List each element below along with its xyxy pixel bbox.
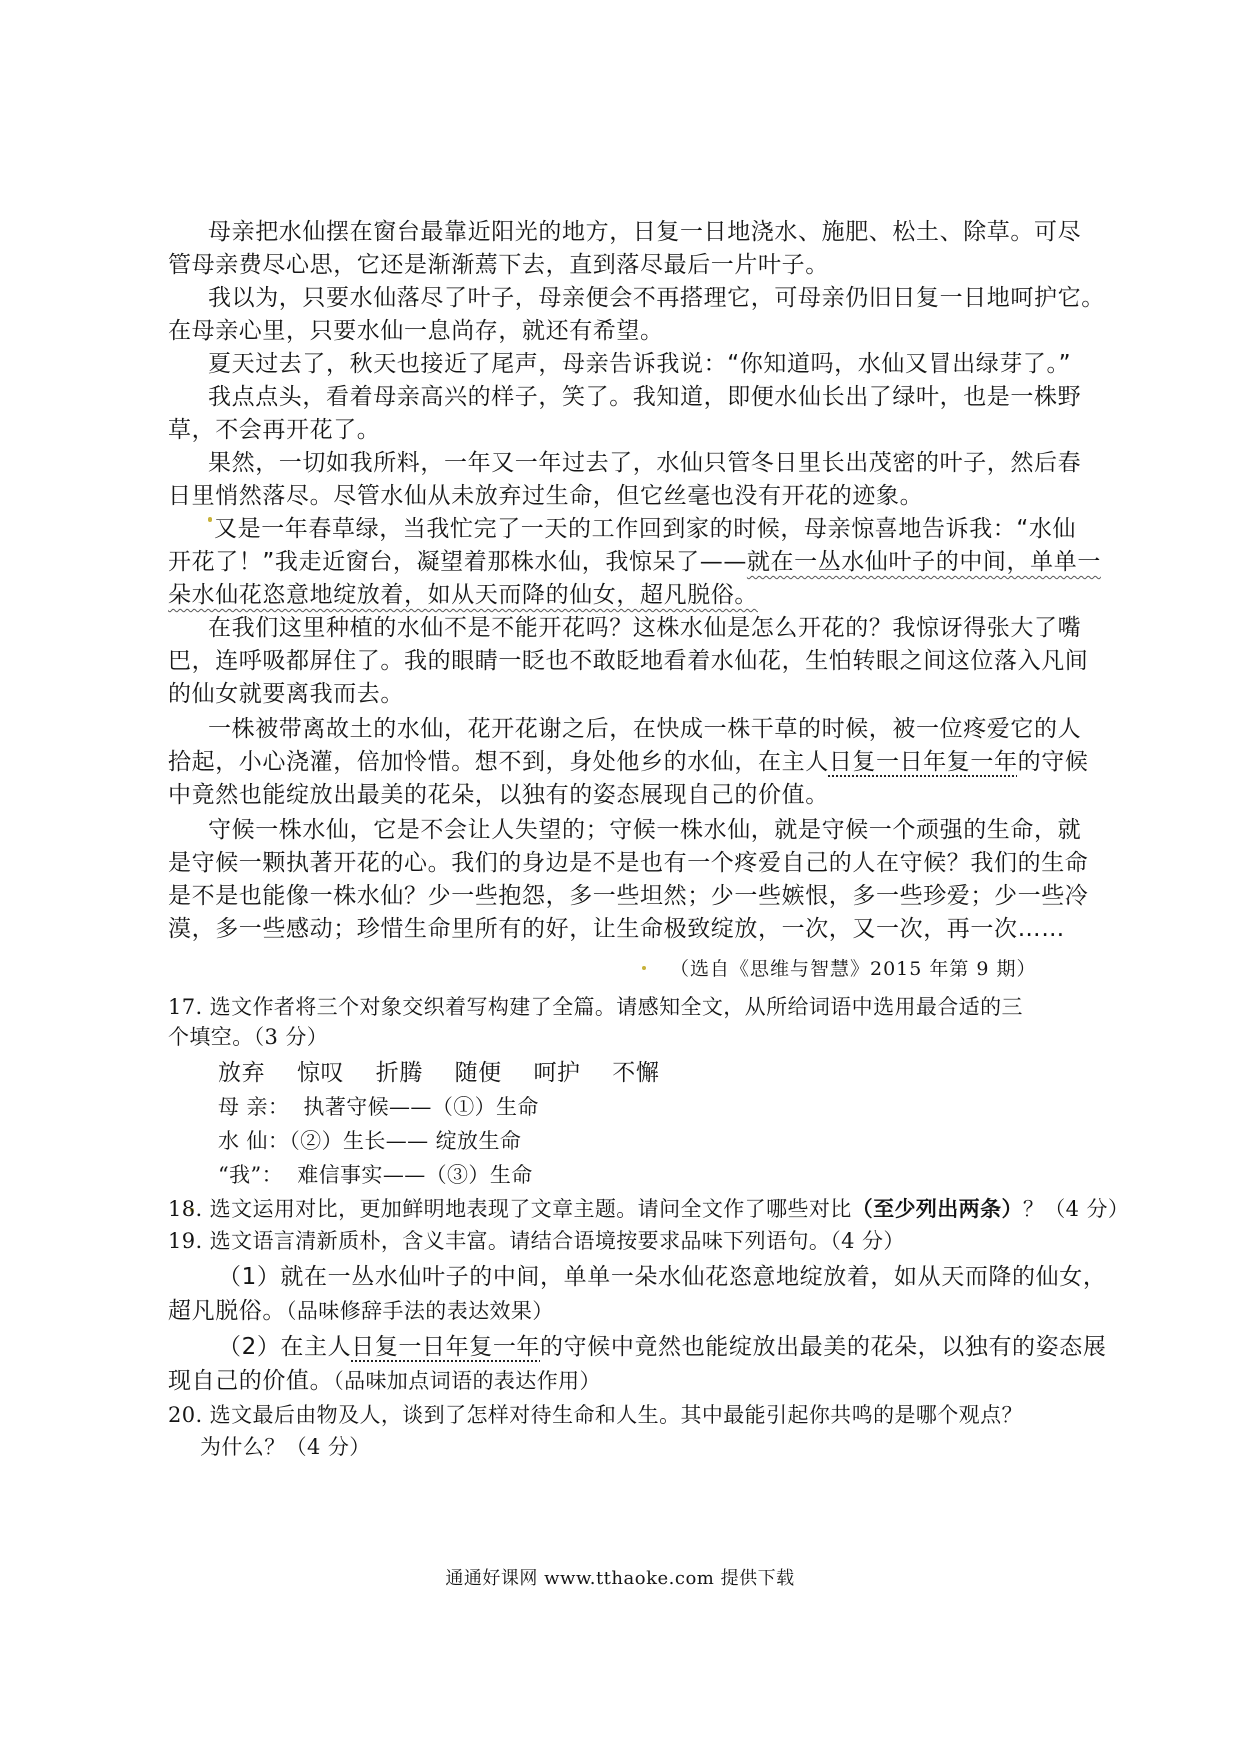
passage-line: 又是一年春草绿，当我忙完了一天的工作回到家的时候，母亲惊喜地告诉我：“水仙 [214,516,1077,542]
passage-line: 我以为，只要水仙落尽了叶子，母亲便会不再搭理它，可母亲仍旧日复一日地呵护它。 [208,285,1105,311]
passage-line: 是守候一颗执著开花的心。我们的身边是不是也有一个疼爱自己的人在守候？我们的生命 [168,850,1089,876]
word-option: 放弃 [218,1060,266,1086]
page-footer: 通通好课网 www.tthaoke.com 提供下载 [445,1568,795,1589]
passage-line: 在我们这里种植的水仙不是不能开花吗？这株水仙是怎么开花的？我惊讶得张大了嘴 [208,615,1082,641]
question-17-line: 个填空。（3 分） [168,1025,329,1049]
ink-speck [642,966,646,970]
passage-line: 守候一株水仙，它是不会让人失望的；守候一株水仙，就是守候一个顽强的生命，就 [208,817,1082,843]
fill-row-mother: 母 亲： 执著守候——（①）生命 [218,1095,539,1119]
question-20-line: 为什么？（4 分） [200,1435,371,1459]
question-19-item-1: （1）就在一丛水仙叶子的中间，单单一朵水仙花恣意地绽放着，如从天而降的仙女， [218,1264,1107,1290]
passage-line [168,580,758,610]
question-19: 19. 选文语言清新质朴，含义丰富。请结合语境按要求品味下列语句。（4 分） [168,1229,905,1253]
question-18 [168,1194,1129,1224]
word-option: 不懈 [612,1060,660,1086]
dotted-emphasis-words: 日复一日年复一年 [828,749,1018,775]
passage-text: 的守候 [1017,749,1089,775]
passage-line: 漠，多一些感动；珍惜生命里所有的好，让生命极致绽放，一次，又一次，再一次…… [168,916,1065,942]
word-bank [218,1058,660,1088]
wavy-underlined-sentence: 朵水仙花恣意地绽放着，如从天而降的仙女，超凡脱俗。 [168,582,758,608]
question-17: 17. 选文作者将三个对象交织着写构建了全篇。请感知全文，从所给词语中选用最合适的三 [168,995,1023,1019]
question-18-text: 18. 选文运用对比，更加鲜明地表现了文章主题。请问全文作了哪些对比 [168,1197,852,1221]
passage-line: 在母亲心里，只要水仙一息尚存，就还有希望。 [168,318,664,344]
passage-line: 草，不会再开花了。 [168,417,381,443]
word-option: 随便 [454,1060,502,1086]
question-19-item-2-line [168,1366,601,1396]
question-19-hint: （品味修辞手法的表达效果） [286,1299,554,1323]
word-option: 折腾 [375,1060,423,1086]
quoted-sentence: 现自己的价值。 [168,1368,334,1394]
passage-line: 中竟然也能绽放出最美的花朵，以独有的姿态展现自己的价值。 [168,782,829,808]
question-19-item-1-line [168,1296,554,1326]
passage-line: 巴，连呼吸都屏住了。我的眼睛一眨也不敢眨地看着水仙花，生怕转眼之间这位落入凡间 [168,648,1089,674]
passage-line: 夏天过去了，秋天也接近了尾声，母亲告诉我说：“你知道吗，水仙又冒出绿芽了。” [208,351,1072,377]
dotted-emphasis-words: 日复一日年复一年 [351,1334,541,1360]
ink-speck [208,517,212,522]
passage-line: 母亲把水仙摆在窗台最靠近阳光的地方，日复一日地浇水、施肥、松土、除草。可尽 [208,219,1082,245]
passage-line [168,547,1101,577]
passage-text: 开花了！”我走近窗台，凝望着那株水仙，我惊呆了—— [168,549,747,575]
passage-line: 我点点头，看着母亲高兴的样子，笑了。我知道，即便水仙长出了绿叶，也是一株野 [208,384,1082,410]
passage-line [168,747,1088,777]
passage-line: 的仙女就要离我而去。 [168,681,404,707]
question-20: 20. 选文最后由物及人，谈到了怎样对待生命和人生。其中最能引起你共鸣的是哪个观点？ [168,1403,1023,1427]
source-citation: （选自《思维与智慧》2015 年第 9 期） [670,958,1037,980]
passage-line: 一株被带离故土的水仙，花开花谢之后，在快成一株干草的时候，被一位疼爱它的人 [208,716,1082,742]
quoted-sentence: 超凡脱俗。 [168,1298,286,1324]
quoted-sentence: 的守候中竟然也能绽放出最美的花朵，以独有的姿态展 [540,1334,1107,1360]
passage-line: 日里悄然落尽。尽管水仙从未放弃过生命，但它丝毫也没有开花的迹象。 [168,483,924,509]
passage-line: 果然，一切如我所料，一年又一年过去了，水仙只管冬日里长出茂密的叶子，然后春 [208,450,1082,476]
passage-text: 拾起，小心浇灌，倍加怜惜。想不到，身处他乡的水仙，在主人 [168,749,829,775]
fill-row-narcissus: 水 仙：（②）生长—— 绽放生命 [218,1129,522,1153]
fill-row-me: “我”： 难信事实——（③）生命 [218,1163,533,1187]
question-18-requirement: （至少列出两条） [851,1197,1023,1221]
word-option: 呵护 [533,1060,581,1086]
word-option: 惊叹 [296,1060,345,1086]
wavy-underlined-sentence: 就在一丛水仙叶子的中间，单单一 [746,549,1101,575]
quoted-sentence: （2）在主人 [218,1334,352,1360]
passage-line: 管母亲费尽心思，它还是渐渐蔫下去，直到落尽最后一片叶子。 [168,252,829,278]
question-19-item-2 [218,1332,1106,1362]
question-18-score: ？（4 分） [1022,1197,1130,1221]
passage-line: 是不是也能像一株水仙？少一些抱怨，多一些坦然；少一些嫉恨，多一些珍爱；少一些冷 [168,883,1089,909]
question-19-hint: （品味加点词语的表达作用） [333,1369,601,1393]
